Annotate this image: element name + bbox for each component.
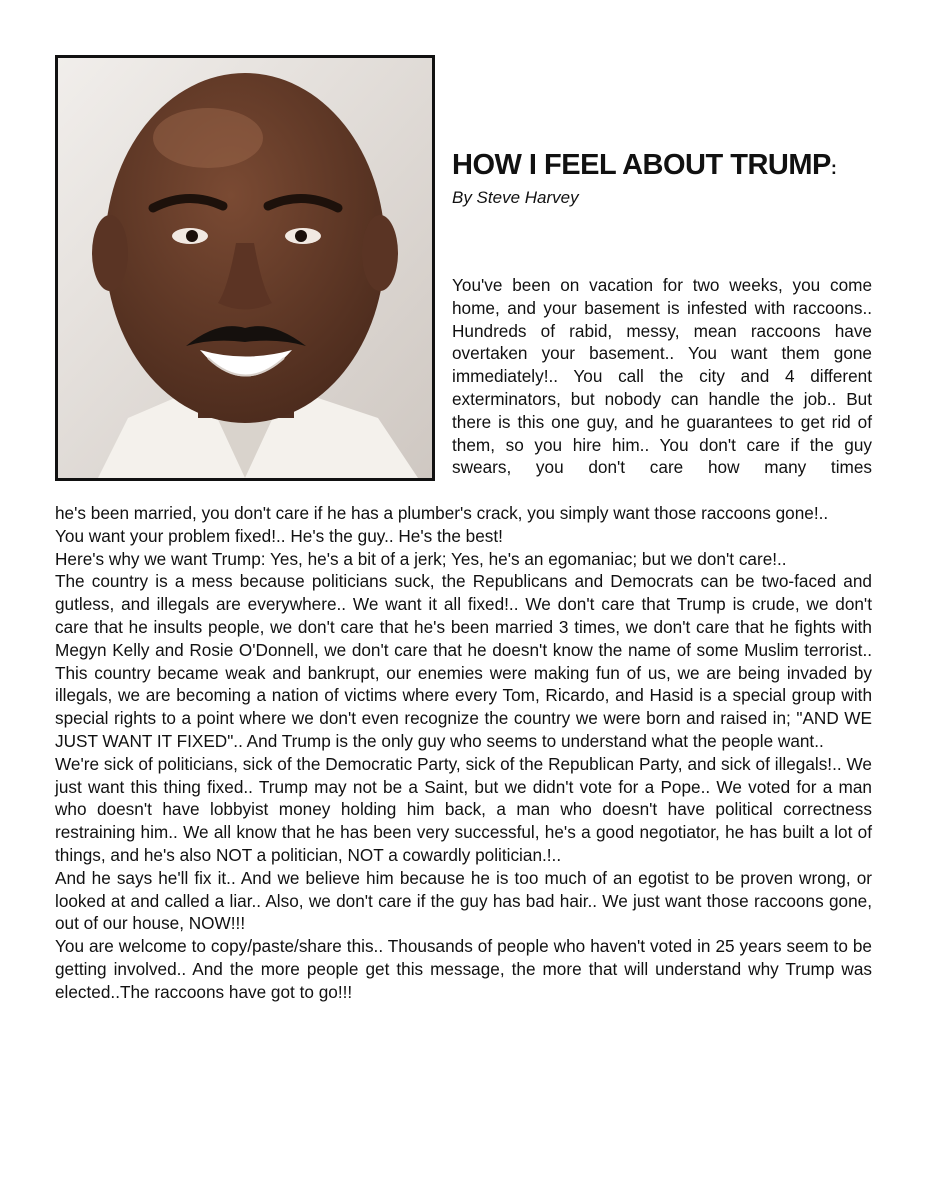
heading <box>452 148 836 208</box>
portrait-illustration <box>58 58 432 478</box>
byline: By Steve Harvey <box>452 188 579 207</box>
portrait-photo <box>55 55 435 481</box>
paragraph-share: You are welcome to copy/paste/share this.. Thousands of people who haven't voted in 25 years seem to be getting involved.. And the more people get this message, the more that will understand why Trump was elected..The raccoons have got to go!!! <box>55 936 872 1002</box>
paragraph-why-trump: Here's why we want Trump: Yes, he's a bit of a jerk; Yes, he's an egomaniac; but we don't care!.. <box>55 548 787 569</box>
intro-paragraph-end: he's been married, you don't care if he has a plumber's crack, you simply want those raccoons gone!.. <box>55 503 829 523</box>
intro-paragraph-start: You've been on vacation for two weeks, you come home, and your basement is infested with raccoons.. Hundreds of rabid, messy, mean raccoons have overtaken your basement.. You want them gone immediately!.. You call the city and 4 different exterminators, but nobody can handle the job.. But there is this one guy, and he guarantees to get rid of them, so you hire him.. You don't care if the guy swears, you don't care how many times <box>452 275 872 478</box>
paragraph-country-mess: The country is a mess because politicians suck, the Republicans and Democrats can be two-faced and gutless, and illegals are everywhere.. We want it all fixed!.. We don't care that Trump is crude, we don't care that he insults people, we don't care that he's been married 3 times, we don't care that he fights with Megyn Kelly and Rosie O'Donnell, we don't care that he doesn't know the name of some Muslim terrorist.. This country became weak and bankrupt, our enemies were making fun of us, we are being invaded by illegals, we are becoming a nation of victims where every Tom, Ricardo, and Hasid is a special group with special rights to a point where we don't even recognize the country we were born and raised in; "AND WE JUST WANT IT FIXED".. And Trump is the only guy who seems to understand what the people want.. <box>55 571 872 751</box>
page-title: HOW I FEEL ABOUT TRUMP: <box>452 149 837 181</box>
paragraph-problem-fixed: You want your problem fixed!.. He's the guy.. He's the best! <box>55 525 503 546</box>
intro-wrapped-text <box>452 274 872 479</box>
article-body <box>55 502 872 1004</box>
paragraph-fix-it: And he says he'll fix it.. And we believe him because he is too much of an egotist to be proven wrong, or looked at and called a liar.. Also, we don't care if the guy has bad hair.. We just want those raccoons gone, out of our house, NOW!!! <box>55 867 872 934</box>
paragraph-sick-of-politicians: We're sick of politicians, sick of the Democratic Party, sick of the Republican Party, and sick of illegals!.. We just want this thing fixed.. Trump may not be a Saint, but we didn't vote for a Pope.. We voted for a man who doesn't have lobbyist money holding him back, a man who doesn't have political correctness restraining him.. We all know that he has been very successful, he's a good negotiator, he has built a lot of things, and he's also NOT a politician, NOT a cowardly politician.!.. <box>55 753 872 865</box>
